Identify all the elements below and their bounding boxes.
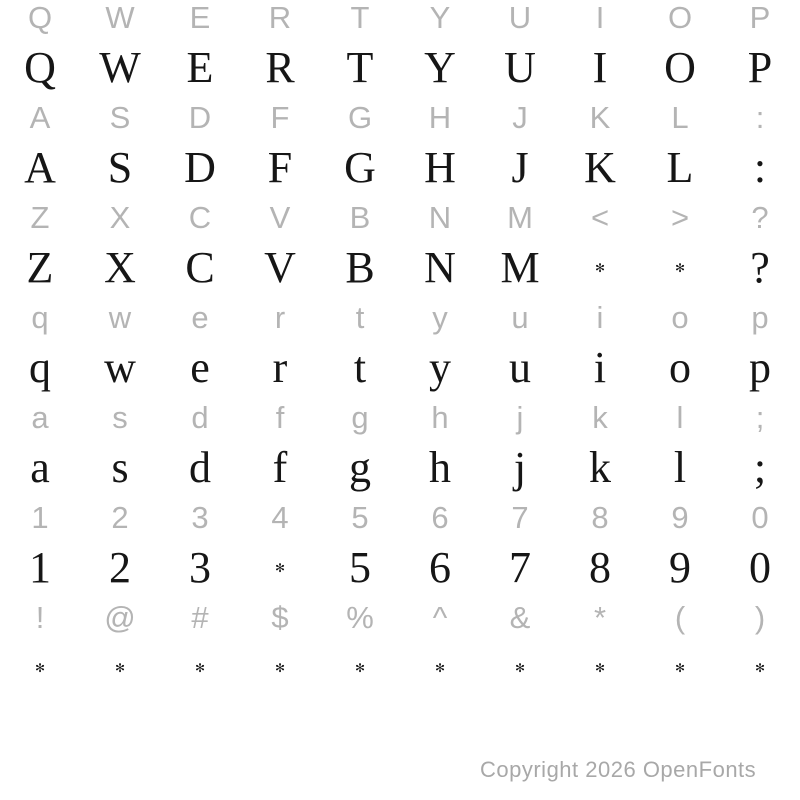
glyph-cell: C [188,200,212,235]
specimen-row-uppercase-qwerty-sample [0,38,800,98]
missing-glyph-mark: ✻ [674,661,686,675]
glyph-cell: O [667,0,693,35]
glyph-cell: 8 [589,543,611,592]
glyph-cell: 7 [509,543,531,592]
glyph-cell: 6 [431,500,449,535]
glyph-cell: 5 [351,500,369,535]
glyph-cell: K [589,100,611,135]
glyph-cell: 2 [111,500,129,535]
glyph-cell: f [272,443,288,492]
glyph-cell: 7 [511,500,529,535]
glyph-cell: q [29,343,51,392]
glyph-cell: D [184,143,216,192]
glyph-cell: A [29,100,51,135]
glyph-cell: T [350,0,370,35]
glyph-cell: p [749,343,771,392]
glyph-cell: s [111,443,129,492]
glyph-cell: 4 [271,500,289,535]
glyph-cell: L [666,143,694,192]
glyph-cell: d [189,443,211,492]
glyph-cell: X [104,243,136,292]
specimen-row-uppercase-zxcv-reference [0,198,800,238]
glyph-cell: G [344,143,376,192]
glyph-cell: w [108,300,132,335]
glyph-cell: 1 [29,543,51,592]
missing-glyph-mark: ✻ [674,261,686,275]
glyph-cell: F [270,100,290,135]
glyph-cell: e [191,300,209,335]
glyph-cell: h [429,443,451,492]
missing-glyph-mark: ✻ [274,661,286,675]
glyph-cell: H [424,143,456,192]
glyph-cell: g [351,400,369,435]
glyph-cell: H [428,100,452,135]
glyph-cell: * [593,600,607,635]
glyph-cell: N [428,200,452,235]
glyph-cell: Y [424,43,456,92]
specimen-row-uppercase-qwerty-reference [0,0,800,38]
glyph-cell: I [595,0,605,35]
glyph-cell: 0 [751,500,769,535]
specimen-row-lowercase-qwerty-reference [0,298,800,338]
glyph-cell: R [265,43,295,92]
glyph-cell: 5 [349,543,371,592]
glyph-cell: D [188,100,212,135]
glyph-cell: k [592,400,608,435]
glyph-cell: M [500,243,540,292]
missing-glyph-mark: ✻ [114,661,126,675]
glyph-cell: J [512,100,528,135]
specimen-row-uppercase-zxcv-sample [0,238,800,298]
glyph-cell: p [751,300,769,335]
glyph-cell: f [275,400,285,435]
glyph-cell: l [673,443,687,492]
glyph-cell: ? [751,200,769,235]
glyph-cell: i [596,300,604,335]
specimen-row-uppercase-asdf-sample [0,138,800,198]
glyph-cell: d [191,400,209,435]
glyph-cell: $ [271,600,289,635]
missing-glyph-mark: ✻ [434,661,446,675]
glyph-cell: 0 [749,543,771,592]
glyph-cell: ? [750,243,770,292]
glyph-cell: h [431,400,449,435]
glyph-cell: R [268,0,292,35]
specimen-row-digits-sample [0,538,800,598]
specimen-row-symbols-reference [0,598,800,638]
missing-glyph-mark: ✻ [194,661,206,675]
specimen-row-lowercase-qwerty-sample [0,338,800,398]
glyph-cell: Z [26,243,54,292]
glyph-cell: C [185,243,215,292]
glyph-cell: U [508,0,532,35]
glyph-cell: i [593,343,607,392]
glyph-cell: 1 [31,500,49,535]
glyph-cell: # [191,600,209,635]
glyph-cell: r [274,300,286,335]
missing-glyph-mark: ✻ [354,661,366,675]
glyph-cell: I [592,43,608,92]
glyph-cell: 9 [671,500,689,535]
glyph-cell: U [504,43,536,92]
glyph-cell: Q [24,43,56,92]
glyph-cell: ; [753,443,767,492]
glyph-cell: r [272,343,288,392]
glyph-cell: < [590,200,610,235]
glyph-cell: O [664,43,696,92]
specimen-row-digits-reference [0,498,800,538]
glyph-cell: J [511,143,529,192]
glyph-cell: V [269,200,291,235]
glyph-cell: % [346,600,374,635]
glyph-cell: K [584,143,616,192]
missing-glyph-mark: ✻ [274,561,286,575]
missing-glyph-mark: ✻ [514,661,526,675]
glyph-cell: ( [674,600,686,635]
glyph-cell: Q [27,0,53,35]
glyph-cell: e [190,343,210,392]
glyph-cell: 3 [189,543,211,592]
glyph-cell: M [507,200,533,235]
glyph-cell: X [109,200,131,235]
glyph-cell: S [107,143,133,192]
glyph-cell: S [109,100,131,135]
glyph-cell: y [429,343,451,392]
glyph-cell: w [104,343,136,392]
glyph-cell: g [349,443,371,492]
glyph-cell: N [424,243,456,292]
missing-glyph-mark: ✻ [754,661,766,675]
glyph-cell: F [267,143,293,192]
glyph-cell: P [749,0,771,35]
glyph-cell: T [346,43,374,92]
glyph-cell: W [99,43,141,92]
glyph-cell: o [669,343,691,392]
specimen-row-uppercase-asdf-reference [0,98,800,138]
glyph-cell: Y [429,0,451,35]
glyph-cell: 8 [591,500,609,535]
glyph-cell: 6 [429,543,451,592]
glyph-cell: j [513,443,527,492]
copyright-text: Copyright 2026 OpenFonts [480,757,757,782]
glyph-cell: l [676,400,684,435]
glyph-cell: ) [754,600,766,635]
glyph-cell: y [432,300,448,335]
missing-glyph-mark: ✻ [594,261,606,275]
glyph-cell: : [755,100,765,135]
glyph-cell: L [671,100,689,135]
glyph-cell: 9 [669,543,691,592]
glyph-cell: : [753,143,767,192]
glyph-cell: B [349,200,371,235]
glyph-cell: q [31,300,49,335]
glyph-cell: o [671,300,689,335]
glyph-cell: A [24,143,56,192]
specimen-row-lowercase-asdf-reference [0,398,800,438]
glyph-cell: > [670,200,690,235]
specimen-row-lowercase-asdf-sample [0,438,800,498]
glyph-cell: 3 [191,500,209,535]
glyph-cell: E [186,43,214,92]
glyph-cell: P [747,43,773,92]
glyph-cell: s [112,400,128,435]
glyph-cell: @ [104,600,136,635]
glyph-cell: a [30,443,50,492]
missing-glyph-mark: ✻ [594,661,606,675]
specimen-row-symbols-sample [0,638,800,698]
glyph-cell: ; [755,400,765,435]
glyph-cell: E [189,0,211,35]
glyph-cell: j [516,400,524,435]
glyph-cell: t [355,300,365,335]
glyph-cell: ! [35,600,45,635]
glyph-cell: Z [30,200,50,235]
glyph-cell: B [345,243,375,292]
glyph-cell: u [511,300,529,335]
glyph-cell: G [347,100,373,135]
missing-glyph-mark: ✻ [34,661,46,675]
glyph-cell: a [31,400,49,435]
glyph-cell: 2 [109,543,131,592]
glyph-cell: & [509,600,531,635]
glyph-cell: k [589,443,611,492]
glyph-cell: u [509,343,531,392]
glyph-cell: W [105,0,135,35]
glyph-cell: t [353,343,367,392]
glyph-cell: V [264,243,296,292]
glyph-cell: ^ [432,600,448,635]
